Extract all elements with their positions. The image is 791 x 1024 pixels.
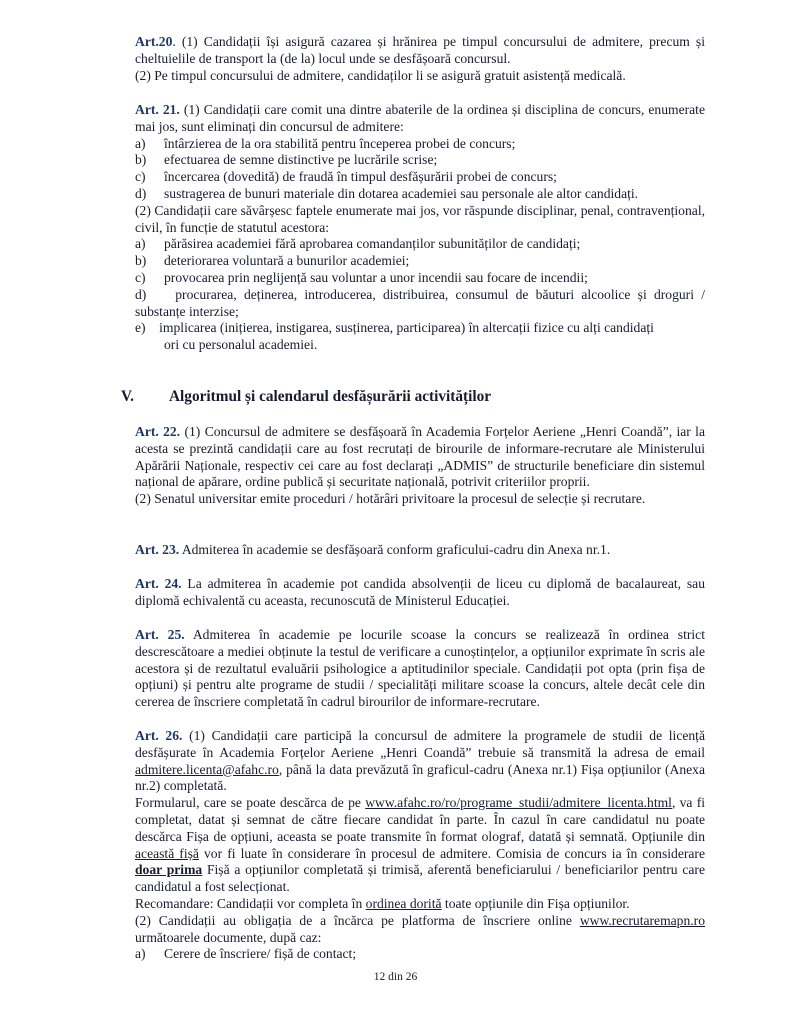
art21-list-1 [135, 136, 705, 203]
art22-paragraph-1 [135, 424, 705, 491]
art26-only-first: doar prima [135, 862, 203, 878]
platform-link[interactable]: www.recrutaremapn.ro [579, 912, 705, 928]
form-download-link[interactable]: www.afahc.ro/ro/programe_studii/admitere_licenta.html [365, 795, 672, 811]
art22-text-1: (1) Concursul de admitere se desfășoară în Academia Forțelor Aeriene „Henri Coandă”, iar la acesta se prezintă candidații care au fost recrutați de birourile de informare-recrutare ale Ministerului Apărării Naționale, respectiv cei care au fost declarați „ADMIS” de structurile beneficiare din sistemul național de apărare, ordine publică și securitate națională, potrivit criteriilor proprii. [135, 424, 705, 490]
art24-label: Art. 24. [135, 576, 182, 591]
art26-text-2d: Fișă a opțiunilor completată și trimisă, aferentă beneficiarului / beneficiarilor pentru care candidatul a fost selecționat. [135, 862, 705, 895]
art26-recommendation [135, 896, 705, 913]
art26-rec-underlined: ordinea dorită [365, 895, 442, 911]
art26-paragraph-2 [135, 795, 705, 896]
section-title: Algoritmul și calendarul desfășurării activităților [169, 388, 492, 405]
article-26 [135, 728, 705, 963]
art21-item-e-line-1: e) implicarea (inițierea, instigarea, susținerea, participarea) în altercații fizice cu alți candidați [135, 320, 654, 336]
list-marker: b) [135, 152, 147, 168]
art21-intro-text: (1) Candidații care comit una dintre abaterile de la ordinea și disciplina de concurs, enumerate mai jos, sunt eliminați din concursul de admitere: [135, 102, 705, 134]
list-text: încercarea (dovedită) de fraudă în timpul desfășurării probei de concurs; [164, 169, 557, 185]
article-21 [135, 102, 709, 354]
art22-paragraph-2: (2) Senatul universitar emite proceduri / hotărâri privitoare la procesul de selecție și recrutare. [135, 491, 646, 507]
page-number: 12 din 26 [373, 971, 418, 983]
list-marker: a) [135, 135, 146, 151]
list-marker: c) [135, 269, 146, 285]
art21-item-d: d) procurarea, deținerea, introducerea, distribuirea, consumul de băuturi alcoolice și droguri / substanțe interzise; [135, 286, 709, 319]
list-item [135, 186, 705, 203]
list-item [135, 946, 705, 963]
list-marker: c) [135, 169, 146, 185]
list-text: deteriorarea voluntară a bunurilor academiei; [164, 253, 410, 269]
list-item [135, 270, 705, 287]
art26-label: Art. 26. [135, 728, 183, 743]
article-22 [135, 424, 705, 508]
art26-text-2b: , va fi completat, datat și semnat de către fiecare candidat în parte. În cazul în care candidatul nu poate descărca Fișa de opțiuni, aceasta se poate transmite în format olograf, datată și semnată. Opțiunile din [135, 795, 705, 844]
list-text: provocarea prin neglijență sau voluntar a unor incendii sau focare de incendii; [164, 269, 588, 285]
art26-rec-a: Recomandare: Candidații vor completa în [135, 895, 366, 911]
list-text: întârzierea de la ora stabilită pentru începerea probei de concurs; [164, 135, 516, 151]
art21-intro [135, 102, 705, 136]
art26-text-1a: (1) Candidații care participă la concursul de admitere la programele de studii de licență desfășurate în Academia Forțelor Aeriene „Henri Coandă” trebuie să transmită la adresa de email [135, 728, 705, 760]
art24-text: La admiterea în academie pot candida absolvenții de liceu cu diplomă de bacalaureat, sau diplomă echivalentă cu aceasta, recunoscută de Ministerul Educației. [135, 576, 705, 608]
art23-paragraph [135, 542, 705, 559]
article-25 [135, 627, 705, 711]
art25-paragraph [135, 627, 705, 711]
art26-text-3b: următoarele documente, după caz: [135, 929, 322, 945]
list-marker: d) [135, 185, 147, 201]
list-marker: a) [135, 946, 146, 962]
list-text: Cerere de înscriere/ fișă de contact; [164, 946, 357, 962]
list-item [135, 152, 705, 169]
art23-label: Art. 23. [135, 542, 180, 557]
list-text: sustragerea de bunuri materiale din dotarea academiei sau personale ale altor candidați. [164, 185, 639, 201]
list-item [135, 236, 705, 253]
art26-text-3a: (2) Candidații au obligația de a încărca pe platforma de înscriere online [135, 912, 580, 928]
art20-label: Art.20 [135, 34, 173, 49]
list-item [135, 136, 705, 153]
art21-list-2 [135, 236, 705, 286]
art26-this-form: această fișă [135, 845, 199, 861]
art25-text: Admiterea în academie pe locurile scoase la concurs se realizează în ordinea strict descrescătoare a mediei obținute la testul de verificare a cunoștințelor, a opțiunilor exprimate în scris ale acestora și de rezultatul evaluării psihologice a aptitudinilor speciale. Candidații pot opta (prin fișa de opțiuni) și pentru alte programe de studii / specialități militare scoase la concurs, altele decât cele din cererea de înscriere completată în cadrul birourilor de informare-recrutare. [135, 627, 705, 710]
section-heading [121, 389, 721, 406]
article-20 [135, 34, 705, 84]
article-23 [135, 542, 705, 559]
list-text: părăsirea academiei fără aprobarea comandanților subunităților de candidați; [164, 236, 581, 252]
art26-text-1b: , până la data prevăzută în graficul-cadru (Anexa nr.1) Fișa opțiunilor (Anexa nr.2) completată. [135, 761, 705, 794]
list-item [135, 169, 705, 186]
art20-text-1: . (1) Candidații își asigură cazarea și hrănirea pe timpul concursului de admitere, precum și cheltuielile de transport la (de la) locul unde se desfășoară concursul. [135, 34, 705, 66]
art20-paragraph-1 [135, 34, 705, 68]
art26-paragraph-3 [135, 913, 705, 947]
list-item [135, 253, 705, 270]
list-marker: a) [135, 236, 146, 252]
email-link[interactable]: admitere.licenta@afahc.ro [135, 761, 279, 777]
list-marker: b) [135, 253, 147, 269]
article-24 [135, 576, 705, 610]
art20-paragraph-2: (2) Pe timpul concursului de admitere, candidaților li se asigură gratuit asistență medicală. [135, 67, 626, 83]
art21-paragraph-2: (2) Candidații care săvârșesc faptele enumerate mai jos, vor răspunde disciplinar, penal, contravențional, civil, în funcție de statutul acestora: [135, 202, 705, 235]
art25-label: Art. 25. [135, 627, 185, 642]
art22-label: Art. 22. [135, 424, 181, 439]
art21-item-e-line-2: ori cu personalul academiei. [164, 337, 318, 353]
section-number: V. [121, 388, 134, 405]
art24-paragraph [135, 576, 705, 610]
art26-rec-b: toate opțiunile din Fișa opțiunilor. [441, 895, 630, 911]
art26-text-2a: Formularul, care se poate descărca de pe [135, 795, 366, 811]
list-text: efectuarea de semne distinctive pe lucrările scrise; [164, 152, 438, 168]
art23-text: Admiterea în academie se desfășoară conform graficului-cadru din Anexa nr.1. [179, 542, 611, 557]
art21-label: Art. 21. [135, 102, 180, 117]
art26-paragraph-1 [135, 728, 705, 795]
art26-text-2c: vor fi luate în considerare în procesul de admitere. Comisia de concurs ia în considerare [198, 845, 705, 861]
